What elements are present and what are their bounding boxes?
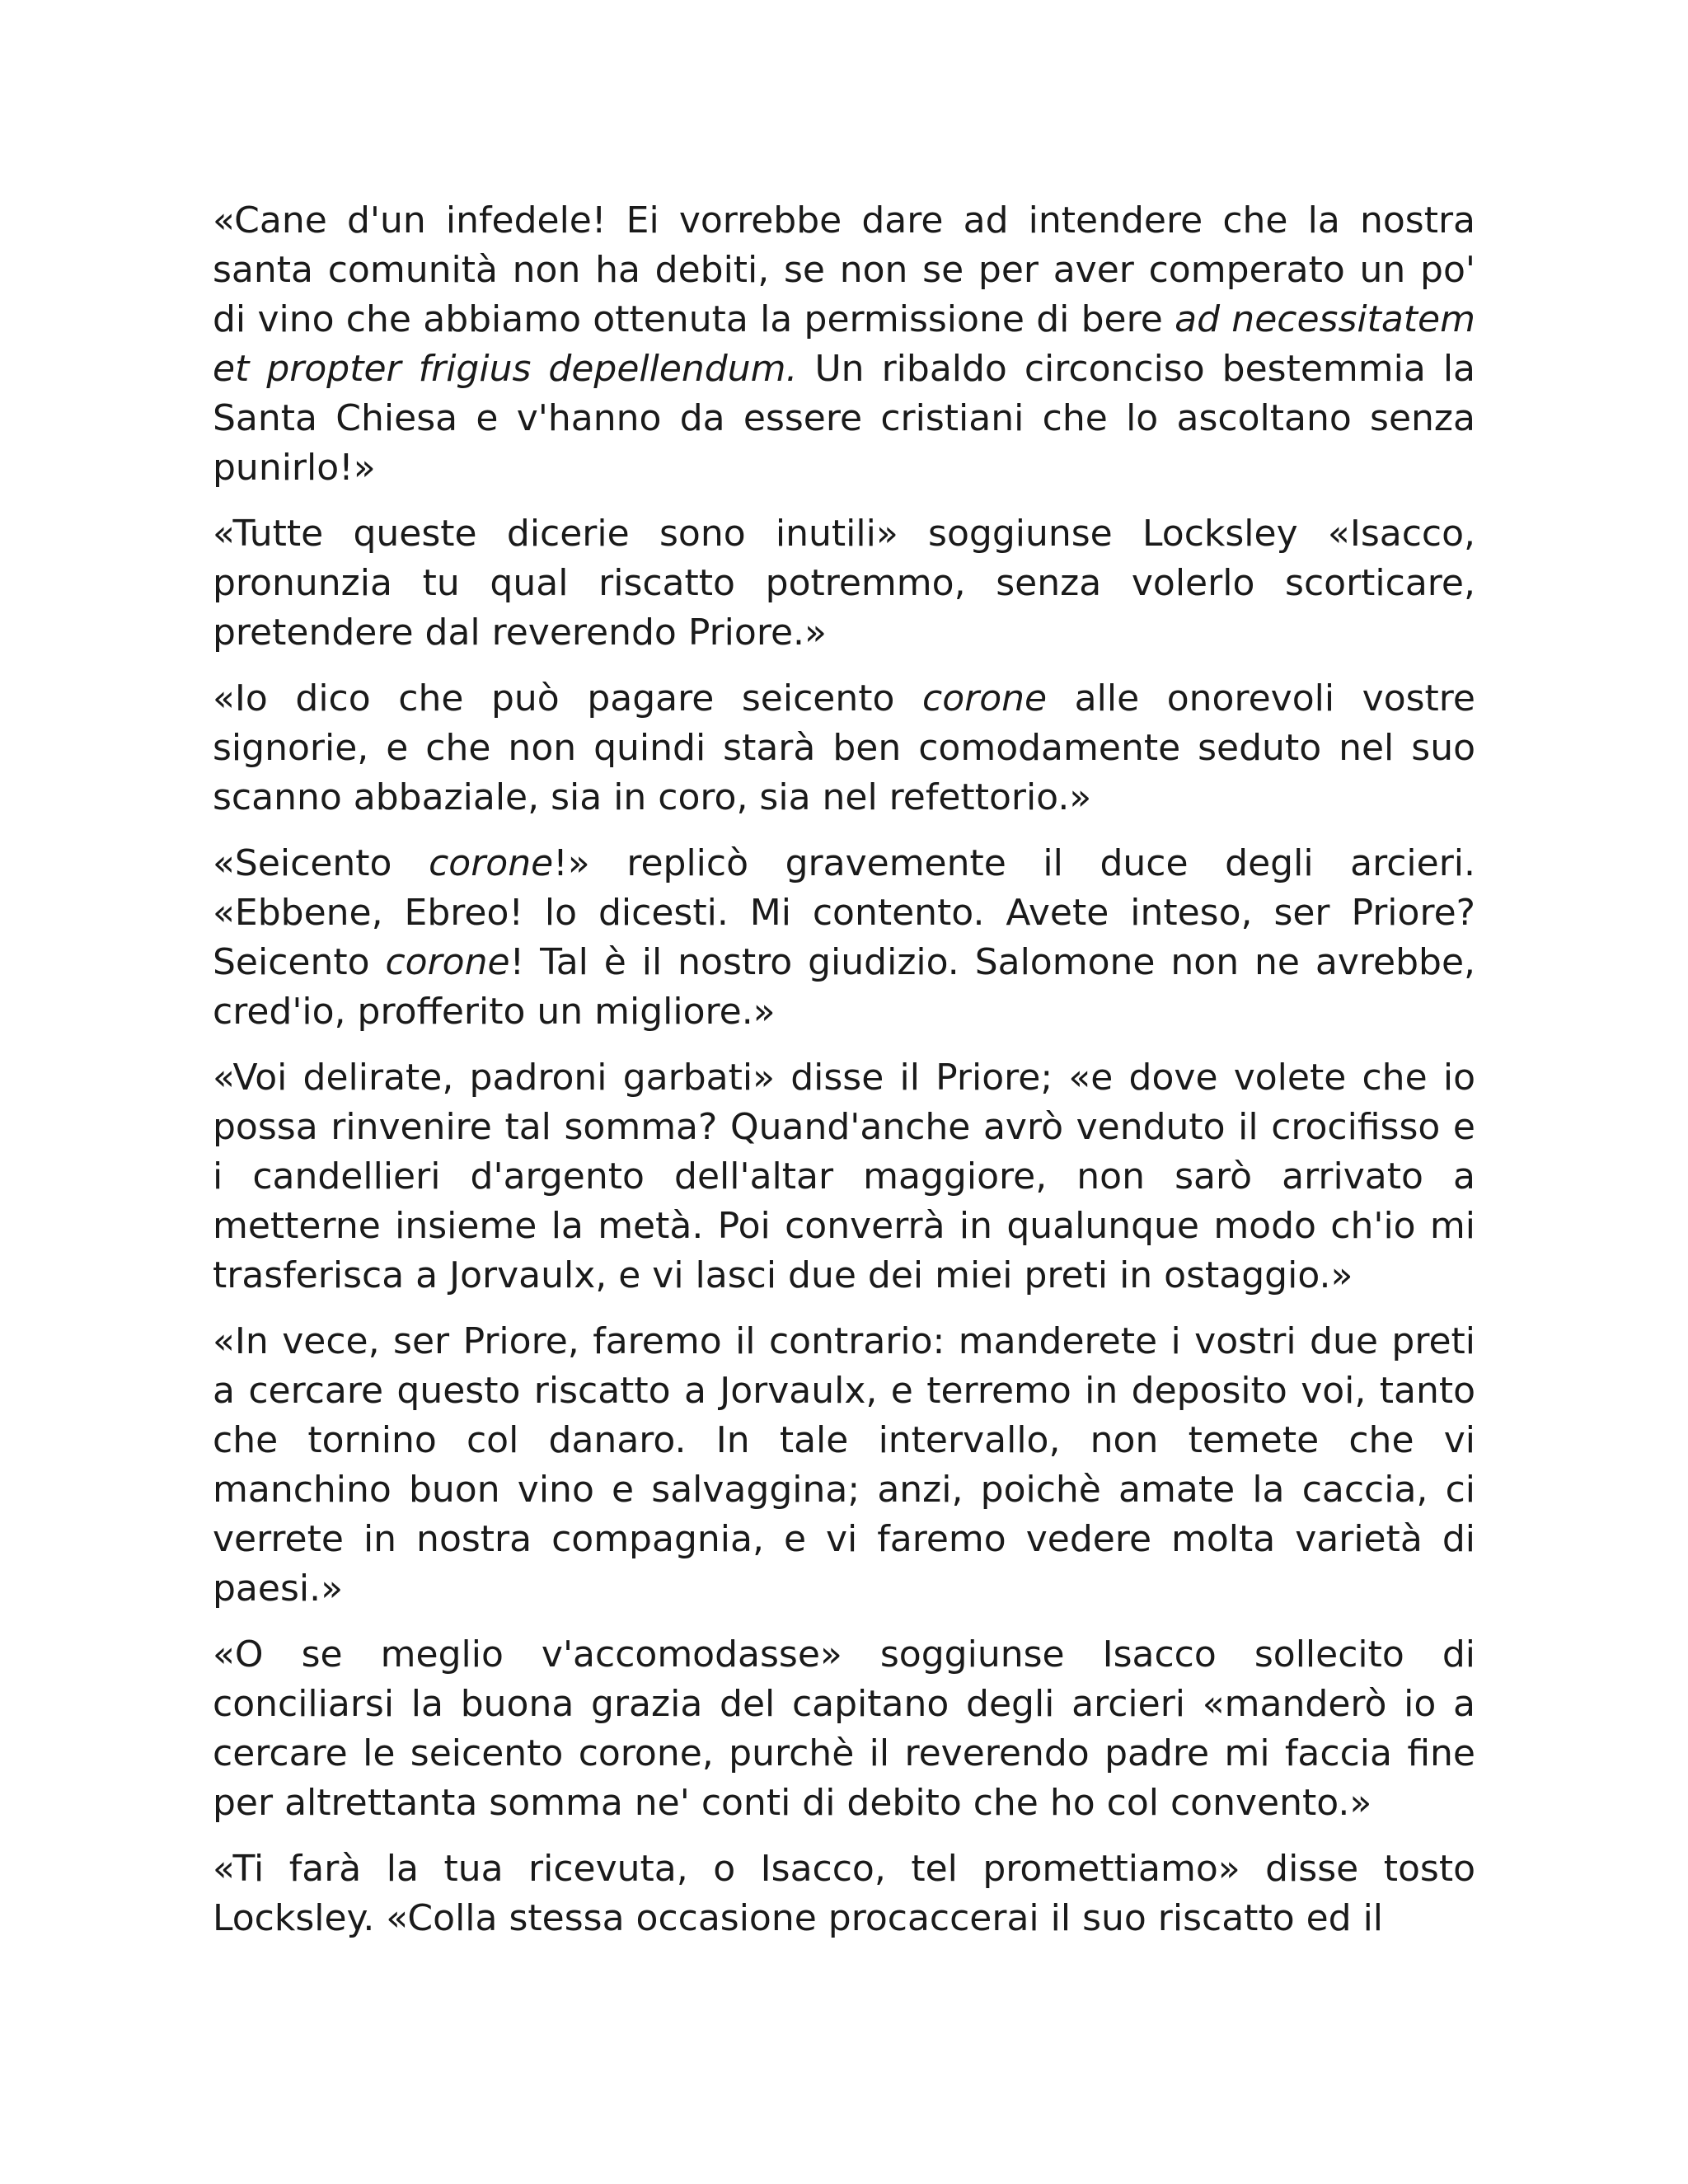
- text-run: «Voi delirate, padroni garbati» disse il Priore; «e dove volete che io possa rinvenire tal somma? Quand'anche avrò venduto il crocifisso e i candellieri d'argento dell'altar maggiore, non sarò arrivato a metterne insieme la metà. Poi converrà in qualunque modo ch'io mi trasferisca a Jorvaulx, e vi lasci due dei miei preti in ostaggio.»: [213, 1057, 1475, 1296]
- paragraph-7: [213, 1630, 1475, 1828]
- document-page: [213, 196, 1475, 1960]
- italic-word: corone: [385, 941, 510, 983]
- paragraph-1: [213, 196, 1475, 493]
- paragraph-2: [213, 509, 1475, 658]
- latin-phrase: ad necessitatem et propter frigius depellendum.: [213, 298, 1475, 390]
- text-run: «In vece, ser Priore, faremo il contrario: manderete i vostri due preti a cercare questo riscatto a Jorvaulx, e terremo in deposito voi, tanto che tornino col danaro. In tale intervallo, non temete che vi manchino buon vino e salvaggina; anzi, poichè amate la caccia, ci verrete in nostra compagnia, e vi faremo vedere molta varietà di paesi.»: [213, 1320, 1475, 1610]
- text-run: «Seicento: [213, 842, 429, 884]
- italic-word: corone: [922, 677, 1048, 719]
- paragraph-4: [213, 839, 1475, 1037]
- paragraph-6: [213, 1317, 1475, 1614]
- text-run: «Ti farà la tua ricevuta, o Isacco, tel promettiamo» disse tosto Locksley. «Colla stessa occasione procaccerai il suo riscatto ed il: [213, 1848, 1475, 1939]
- text-run: alle onorevoli vostre signorie, e che non quindi starà ben comodamente seduto nel suo scanno abbaziale, sia in coro, sia nel refettorio.»: [213, 677, 1475, 818]
- paragraph-8: [213, 1844, 1475, 1943]
- text-run: «Tutte queste dicerie sono inutili» soggiunse Locksley «Isacco, pronunzia tu qual riscatto potremmo, senza volerlo scorticare, pretendere dal reverendo Priore.»: [213, 513, 1475, 654]
- text-run: !» replicò gravemente il duce degli arcieri. «Ebbene, Ebreo! lo dicesti. Mi contento. Avete inteso, ser Priore? Seicento: [213, 842, 1476, 983]
- paragraph-3: [213, 674, 1475, 823]
- text-run: «Cane d'un infedele! Ei vorrebbe dare ad intendere che la nostra santa comunità non ha debiti, se non se per aver comperato un po' di vino che abbiamo ottenuta la permissione di bere: [213, 199, 1475, 340]
- text-run: «Io dico che può pagare seicento: [213, 677, 923, 719]
- italic-word: corone: [429, 842, 554, 884]
- text-run: ! Tal è il nostro giudizio. Salomone non ne avrebbe, cred'io, profferito un migliore.»: [213, 941, 1475, 1033]
- paragraph-5: [213, 1053, 1475, 1301]
- text-run: «O se meglio v'accomodasse» soggiunse Isacco sollecito di conciliarsi la buona grazia del capitano degli arcieri «manderò io a cercare le seicento corone, purchè il reverendo padre mi faccia fine per altrettanta somma ne' conti di debito che ho col convento.»: [213, 1633, 1475, 1824]
- text-run: Un ribaldo circonciso bestemmia la Santa Chiesa e v'hanno da essere cristiani che lo ascoltano senza punirlo!»: [213, 348, 1476, 489]
